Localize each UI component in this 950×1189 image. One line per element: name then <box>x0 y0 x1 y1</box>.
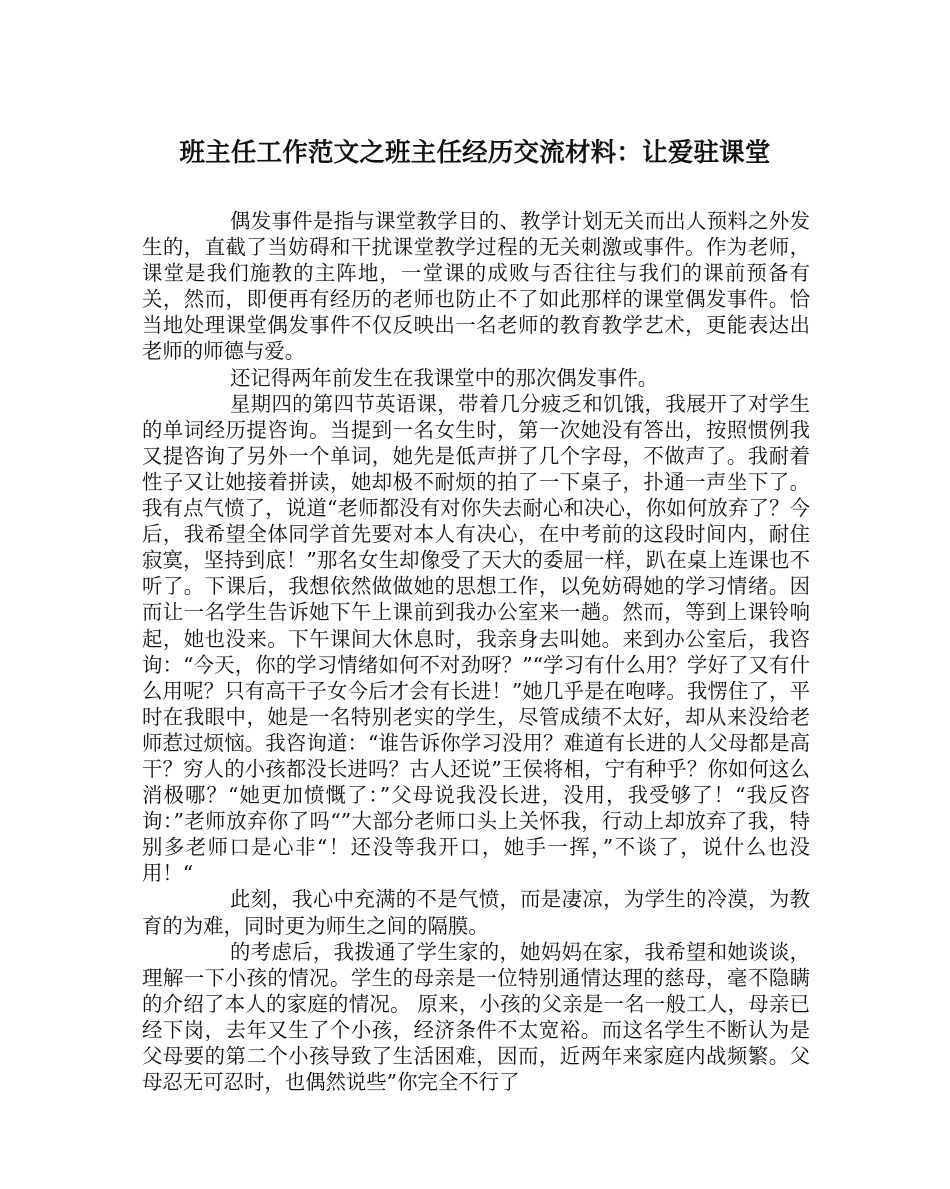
paragraph-family-call: 的考虑后，我拨通了学生家的，她妈妈在家，我希望和她谈谈，理解一下小孩的情况。学生的母亲是一位特别通情达理的慈母，毫不隐瞒的介绍了本人的家庭的情况。 原来，小孩的父亲是一名一般工人，母亲已经下岗，去年又生了个小孩，经济条件不太宽裕。而这名学生不断认为是父母要的第二个小孩导致了生活困难，因而，近两年来家庭内战频繁。父母忍无可忍时，也偶然说些”你完全不行了 <box>142 939 810 1095</box>
document-body <box>142 208 810 1095</box>
paragraph-memory: 还记得两年前发生在我课堂中的那次偶发事件。 <box>230 365 659 390</box>
document-title: 班主任工作范文之班主任经历交流材料：让爱驻课堂 <box>179 138 771 168</box>
paragraph-reflection: 此刻，我心中充满的不是气愤，而是凄凉，为学生的冷漠，为教育的为难，同时更为师生之间的隔膜。 <box>142 887 810 938</box>
paragraph-intro: 偶发事件是指与课堂教学目的、教学计划无关而出人预料之外发生的，直截了当妨碍和干扰课堂教学过程的无关刺激或事件。作为老师，课堂是我们施教的主阵地，一堂课的成败与否往往与我们的课前预备有关，然而，即便再有经历的老师也防止不了如此那样的课堂偶发事件。恰当地处理课堂偶发事件不仅反映出一名老师的教育教学艺术，更能表达出老师的师德与爱。 <box>142 209 810 364</box>
paragraph-incident: 星期四的第四节英语课，带着几分疲乏和饥饿，我展开了对学生的单词经历提咨询。当提到一名女生时，第一次她没有答出，按照惯例我又提咨询了另外一个单词，她先是低声拼了几个字母，不做声了。我耐着性子又让她接着拼读，她却极不耐烦的拍了一下桌子，扑通一声坐下了。我有点气愤了，说道“老师都没有对你失去耐心和决心，你如何放弃了？今后，我希望全体同学首先要对本人有决心，在中考前的这段时间内，耐住寂寞，坚持到底！”那名女生却像受了天大的委屈一样，趴在桌上连课也不听了。下课后，我想依然做做她的思想工作，以免妨碍她的学习情绪。因而让一名学生告诉她下午上课前到我办公室来一趟。然而，等到上课铃响起，她也没来。下午课间大休息时，我亲身去叫她。来到办公室后，我咨询：“今天，你的学习情绪如何不对劲呀？”“学习有什么用？学好了又有什么用呢？只有高干子女今后才会有长进！”她几乎是在咆哮。我愣住了，平时在我眼中，她是一名特别老实的学生，尽管成绩不太好，却从来没给老师惹过烦恼。我咨询道：“谁告诉你学习没用？难道有长进的人父母都是高干？穷人的小孩都没长进吗？古人还说”王侯将相，宁有种乎？你如何这么消极哪？“她更加愤慨了：”父母说我没长进，没用，我受够了！“我反咨询：”老师放弃你了吗“”大部分老师口头上关怀我，行动上却放弃了我，特别多老师口是心非“！还没等我开口，她手一挥，”不谈了，说什么也没用！“ <box>142 391 810 886</box>
